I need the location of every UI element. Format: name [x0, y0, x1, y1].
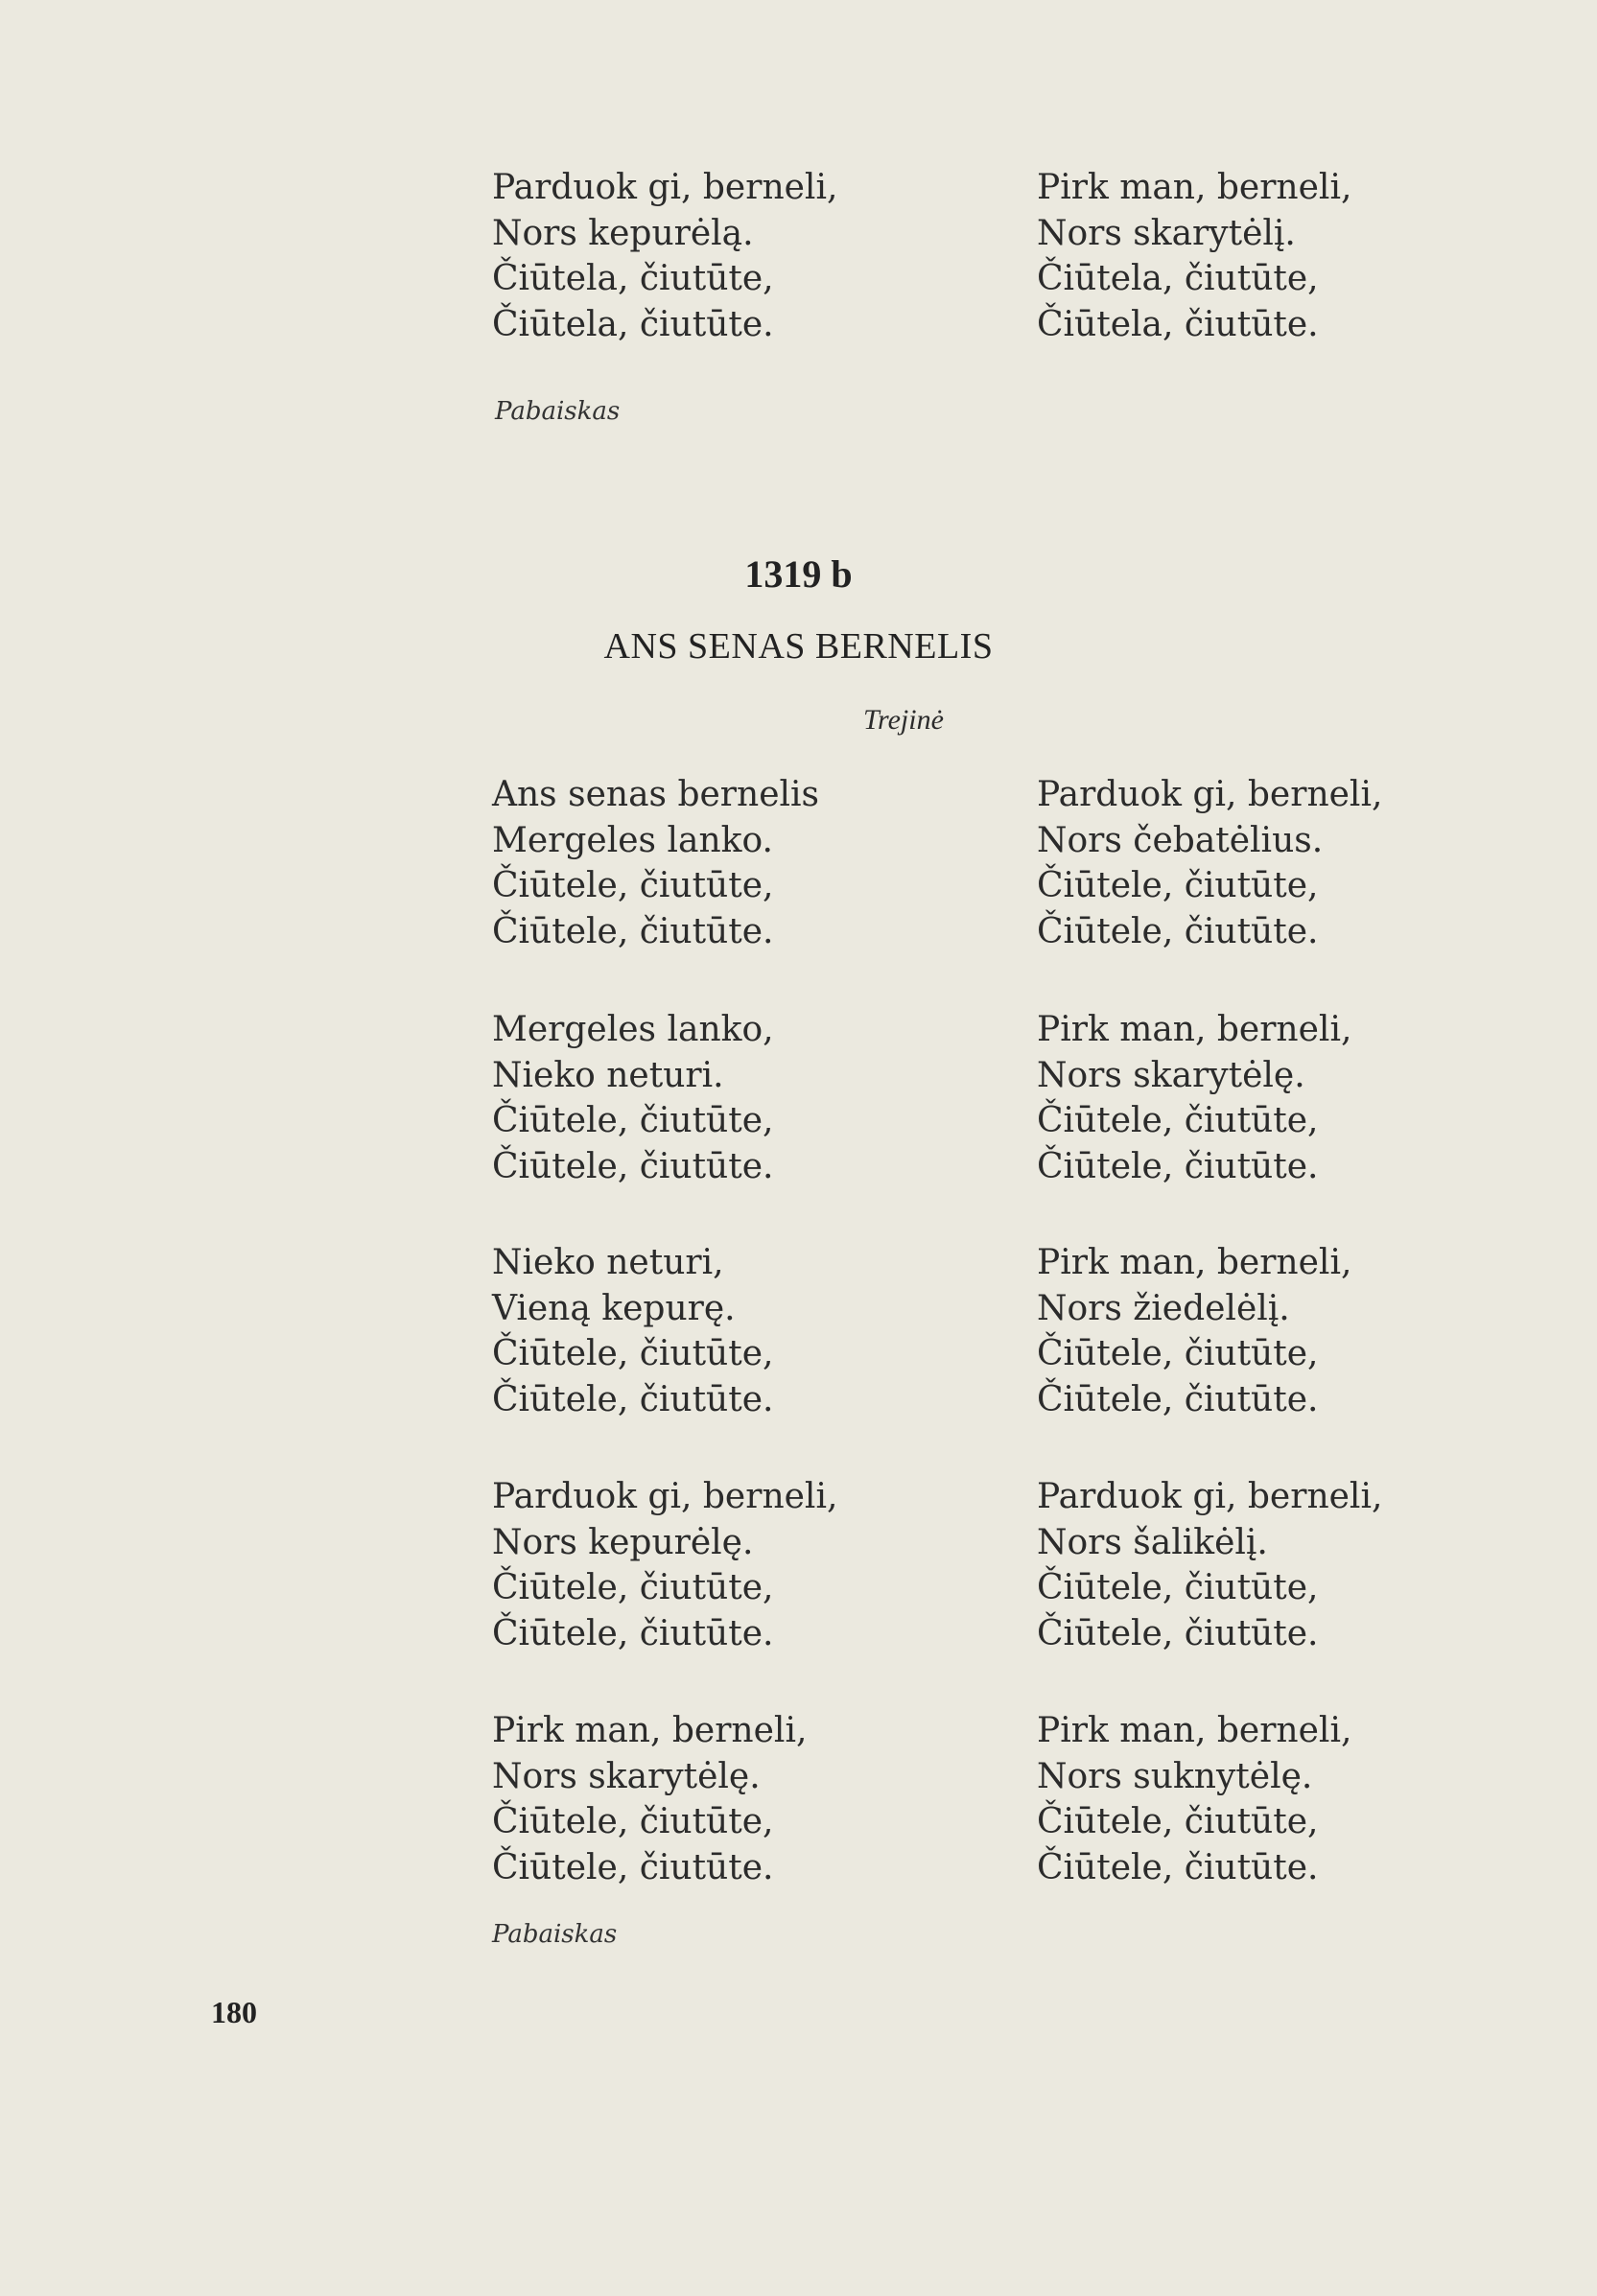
verse-line: Čiūtele, čiutūte,: [1037, 866, 1319, 905]
song-title: ANS SENAS BERNELIS: [603, 626, 994, 667]
verse-line: Čiūtele, čiutūte.: [1037, 1613, 1319, 1653]
verse-line: Čiūtele, čiutūte,: [1037, 1568, 1319, 1607]
stanza-left: [492, 1240, 773, 1422]
top-ending-label: Pabaiskas: [495, 397, 621, 426]
verse-line: Čiūtele, čiutūte,: [1037, 1101, 1319, 1140]
verse-line: Čiūtele, čiutūte.: [1037, 1847, 1319, 1887]
verse-line: Nors čebatėlius.: [1037, 820, 1324, 860]
verse-line: Nors kepurėlą.: [492, 213, 754, 253]
song-subtitle: Trejinė: [863, 704, 944, 736]
verse-line: Pirk man, berneli,: [492, 1711, 808, 1750]
verse-line: Pirk man, berneli,: [1037, 1243, 1352, 1282]
verse-line: Nors suknytėlę.: [1037, 1756, 1313, 1796]
verse-line: Parduok gi, berneli,: [492, 1477, 838, 1516]
top-stanza-right: [1037, 165, 1351, 347]
verse-line: Pirk man, berneli,: [1037, 1711, 1352, 1750]
verse-line: Čiūtele, čiutūte.: [492, 1613, 774, 1653]
stanza-left: [492, 772, 819, 954]
verse-line: Čiūtela, čiutūte.: [1037, 304, 1319, 344]
verse-line: Vieną kepurę.: [492, 1288, 736, 1328]
verse-line: Ans senas bernelis: [492, 775, 819, 814]
verse-line: Nieko neturi.: [492, 1055, 724, 1095]
stanza-left: [492, 1474, 837, 1656]
verse-line: Mergeles lanko.: [492, 820, 773, 860]
stanza-right: [1037, 1708, 1351, 1890]
verse-line: Čiūtele, čiutūte,: [492, 1802, 774, 1841]
verse-line: Čiūtele, čiutūte.: [492, 1379, 774, 1419]
verse-line: Nors šalikėlį.: [1037, 1522, 1268, 1562]
verse-line: Nors skarytėlį.: [1037, 213, 1296, 253]
verse-line: Čiūtela, čiutūte.: [492, 304, 774, 344]
verse-line: Čiūtele, čiutūte,: [492, 1101, 774, 1140]
song-ending-label: Pabaiskas: [492, 1920, 618, 1949]
verse-line: Čiūtele, čiutūte.: [492, 1847, 774, 1887]
verse-line: Pirk man, berneli,: [1037, 1010, 1352, 1049]
verse-line: Parduok gi, berneli,: [1037, 1477, 1383, 1516]
stanza-left: [492, 1007, 774, 1189]
verse-line: Čiūtele, čiutūte,: [492, 1568, 774, 1607]
verse-line: Čiūtela, čiutūte,: [492, 259, 774, 298]
page-number: 180: [211, 1995, 257, 2029]
verse-line: Čiūtele, čiutūte,: [492, 1334, 774, 1373]
song-number: 1319 b: [744, 552, 853, 596]
verse-line: Parduok gi, berneli,: [492, 168, 838, 207]
stanza-right: [1037, 1474, 1382, 1656]
verse-line: Čiūtele, čiutūte,: [1037, 1334, 1319, 1373]
verse-line: Čiūtele, čiutūte.: [492, 1146, 774, 1186]
verse-line: Nors kepurėlę.: [492, 1522, 754, 1562]
verse-line: Čiūtele, čiutūte.: [1037, 911, 1319, 951]
verse-line: Čiūtele, čiutūte,: [1037, 1802, 1319, 1841]
verse-line: Pirk man, berneli,: [1037, 168, 1352, 207]
verse-line: Nors skarytėlę.: [1037, 1055, 1305, 1095]
verse-line: Nieko neturi,: [492, 1243, 724, 1282]
verse-line: Nors skarytėlę.: [492, 1756, 761, 1796]
top-stanza-left: [492, 165, 837, 347]
verse-line: Nors žiedelėlį.: [1037, 1288, 1290, 1328]
stanza-right: [1037, 1240, 1351, 1422]
verse-line: Čiūtele, čiutūte.: [492, 911, 774, 951]
verse-line: Parduok gi, berneli,: [1037, 775, 1383, 814]
stanza-right: [1037, 772, 1382, 954]
verse-line: Čiūtele, čiutūte.: [1037, 1146, 1319, 1186]
verse-line: Čiūtela, čiutūte,: [1037, 259, 1319, 298]
verse-line: Čiūtele, čiutūte,: [492, 866, 774, 905]
stanza-left: [492, 1708, 807, 1890]
verse-line: Čiūtele, čiutūte.: [1037, 1379, 1319, 1419]
verse-line: Mergeles lanko,: [492, 1010, 774, 1049]
stanza-right: [1037, 1007, 1351, 1189]
